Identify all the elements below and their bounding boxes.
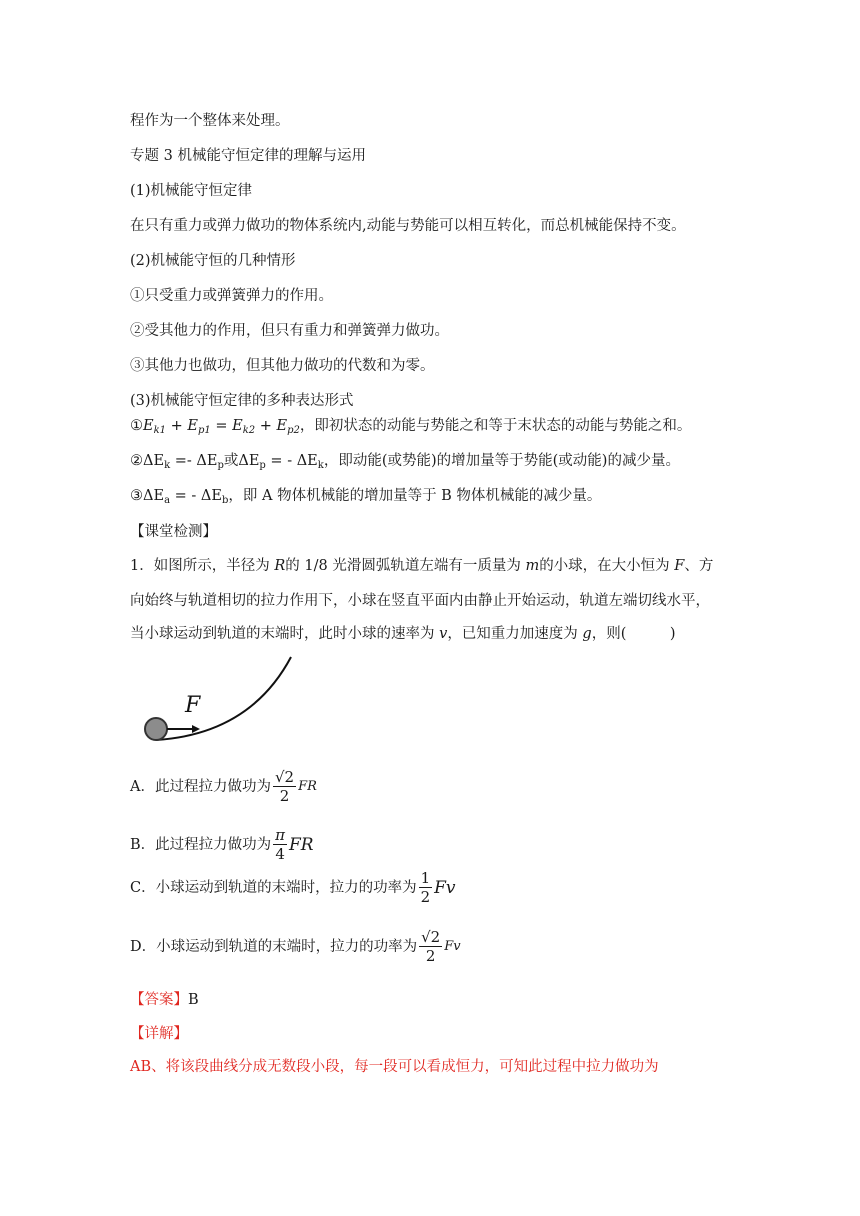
formula-description: ，即 A 物体机械能的增加量等于 B 物体机械能的减少量。 [228, 488, 602, 504]
force-label: F [185, 693, 201, 718]
question-line [130, 556, 713, 576]
text-line: (3)机械能守恒定律的多种表达形式 [130, 393, 354, 409]
section-heading: 专题 3 机械能守恒定律的理解与运用 [130, 148, 366, 164]
option-b[interactable]: B．此过程拉力做功为 $\frac{\pi}{4}$ FR [130, 826, 314, 863]
option-a[interactable]: A．此过程拉力做功为 $\frac{√2}{2}$ FR [130, 768, 317, 805]
fraction-sqrt2-over-2: $\frac{√2}{2}$ [274, 768, 295, 805]
question-line: 向始终与轨道相切的拉力作用下，小球在竖直平面内由静止开始运动，轨道左端切线水平， [130, 593, 710, 609]
variable: F [674, 558, 685, 574]
fraction-pi-over-4: $\frac{\pi}{4}$ [275, 826, 286, 863]
question-text: 、方 [684, 558, 714, 574]
track-figure [140, 652, 300, 752]
detail-label: 【详解】 [130, 1026, 188, 1042]
text-line: (2)机械能守恒的几种情形 [130, 253, 296, 269]
variable: g [582, 626, 592, 642]
option-text: D．小球运动到轨道的末端时，拉力的功率为 [130, 938, 418, 955]
formula-line-2 [130, 451, 680, 476]
answer-line [130, 990, 199, 1010]
formula-expression: $\Delta E_a$ = - $\Delta E_b$ [143, 488, 229, 506]
variable: v [439, 626, 448, 642]
formula-prefix: ② [130, 453, 143, 469]
option-text: A．此过程拉力做功为 [130, 778, 271, 795]
section-heading: 【课堂检测】 [130, 524, 217, 540]
question-text: 当小球运动到轨道的末端时，此时小球的速率为 [130, 626, 440, 642]
text-line: ①只受重力或弹簧弹力的作用。 [130, 288, 333, 304]
text-line: 在只有重力或弹力做功的物体系统内,动能与势能可以相互转化，而总机械能保持不变。 [130, 218, 686, 234]
question-text: 1．如图所示，半径为 [130, 558, 275, 574]
text-line: (1)机械能守恒定律 [130, 183, 253, 199]
option-text: C．小球运动到轨道的末端时，拉力的功率为 [130, 879, 417, 896]
option-c[interactable]: C．小球运动到轨道的末端时，拉力的功率为 $\frac{1}{2}$ Fv [130, 869, 456, 906]
option-text: B．此过程拉力做功为 [130, 836, 272, 853]
arc-track [156, 657, 291, 740]
formula-line-1 [130, 416, 691, 441]
question-text: ，已知重力加速度为 [447, 626, 583, 642]
question-text: 的 1/8 光滑圆弧轨道左端有一质量为 [285, 558, 526, 574]
formula-prefix: ③ [130, 488, 143, 504]
question-text: ，则( ) [591, 626, 676, 642]
question-line [130, 624, 676, 644]
formula-expression: $\Delta E_k =- \Delta E_p$或$\Delta E_p$ = - $\Delta E_k$ [143, 453, 324, 471]
formula-expression: $E_{k1} + E_{p1} = E_{k2} + E_{p2}$ [143, 418, 300, 436]
variable: m [525, 558, 540, 574]
text-line: ②受其他力的作用，但只有重力和弹簧弹力做功。 [130, 323, 449, 339]
fraction-sqrt2-over-2: $\frac{√2}{2}$ [421, 928, 441, 965]
answer-value: B [188, 992, 199, 1008]
answer-label: 【答案】 [130, 992, 188, 1008]
formula-description: ，即动能(或势能)的增加量等于势能(或动能)的减少量。 [323, 453, 680, 469]
fraction-1-over-2: $\frac{1}{2}$ [420, 869, 431, 906]
detail-text: AB、将该段曲线分成无数段小段，每一段可以看成恒力，可知此过程中拉力做功为 [130, 1059, 659, 1075]
formula-description: ，即初状态的动能与势能之和等于末状态的动能与势能之和。 [299, 418, 692, 434]
formula-line-3 [130, 486, 601, 511]
text-line: 程作为一个整体来处理。 [130, 113, 290, 129]
formula-prefix: ① [130, 418, 143, 434]
text-line: ③其他力也做功，但其他力做功的代数和为零。 [130, 358, 435, 374]
option-d[interactable]: D．小球运动到轨道的末端时，拉力的功率为 $\frac{√2}{2}$ Fv [130, 928, 461, 965]
variable: R [274, 558, 286, 574]
ball [145, 718, 167, 740]
question-text: 的小球，在大小恒为 [539, 558, 675, 574]
